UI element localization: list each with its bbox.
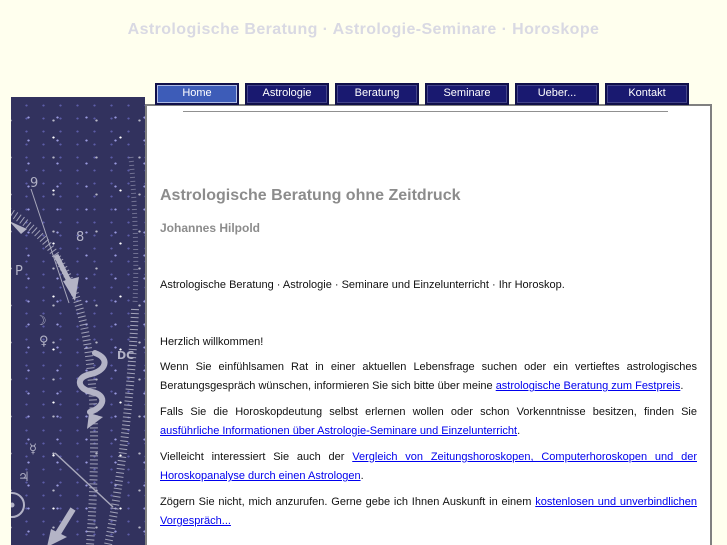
main-nav: [155, 83, 695, 105]
paragraph-beratung: [160, 358, 697, 396]
welcome-line: Herzlich willkommen!: [160, 336, 264, 348]
content-inner: [147, 187, 710, 531]
mercury-symbol-icon: ☿: [29, 442, 37, 457]
pluto-symbol-icon: P: [15, 264, 23, 279]
serpent-figure-icon: [80, 353, 105, 412]
bottom-arrow-shaft: [57, 509, 73, 535]
paragraph-vergleich: [160, 448, 697, 486]
chart-line-2: [55, 453, 113, 507]
jupiter-symbol-icon: ♃: [18, 470, 30, 485]
paragraph-text: Falls Sie die Horoskopdeutung selbst erlernen wollen oder schon Vorkenntnisse besitzen, finden Sie: [160, 406, 697, 418]
nav-tab-kontakt[interactable]: Kontakt: [605, 83, 689, 105]
chart-line-1: [31, 189, 69, 303]
sidebar-number-8: 8: [76, 230, 85, 245]
serpent-tail-icon: [87, 413, 103, 429]
descendant-label: DC: [117, 349, 135, 362]
content-box: [145, 104, 712, 545]
intro-line: Astrologische Beratung · Astrologie · Seminare und Einzelunterricht · Ihr Horoskop.: [160, 279, 565, 291]
starfield-sidebar-image: [11, 97, 145, 545]
top-divider: [183, 111, 668, 112]
link-seminare-info[interactable]: ausführliche Informationen über Astrologie-Seminare und Einzelunterricht: [160, 425, 518, 437]
page-heading: Astrologische Beratung ohne Zeitdruck: [160, 187, 461, 204]
link-horoskop-vergleich[interactable]: Vergleich von Zeitungshoroskopen, Computerhoroskopen und der Horoskopanalyse durch einen Astrologen: [160, 451, 697, 482]
tick-ring-right: [108, 309, 135, 545]
nav-tab-seminare[interactable]: Seminare: [425, 83, 509, 105]
paragraph-text: Vielleicht interessiert Sie auch der: [160, 451, 353, 463]
link-beratung-festpreis[interactable]: astrologische Beratung zum Festpreis: [495, 380, 681, 392]
paragraph-tail: .: [360, 470, 364, 482]
author-name: Johannes Hilpold: [160, 221, 261, 235]
tick-ring-top: [131, 157, 136, 303]
paragraph-tail: .: [517, 425, 521, 437]
paragraph-text: Zögern Sie nicht, mich anzurufen. Gerne gebe ich Ihnen Auskunft in einem: [160, 496, 536, 508]
venus-symbol-icon: ♀: [39, 334, 49, 349]
nav-tab-beratung[interactable]: Beratung: [335, 83, 419, 105]
nav-tab-home[interactable]: Home: [155, 83, 239, 105]
nav-tab-astrologie[interactable]: Astrologie: [245, 83, 329, 105]
sun-symbol-dot: [11, 503, 15, 508]
paragraph-tail: .: [680, 380, 684, 392]
site-title: Astrologische Beratung · Astrologie-Seminare · Horoskope: [127, 21, 600, 38]
moon-symbol-icon: ☽: [35, 314, 47, 329]
zodiac-chart-decoration: [11, 97, 145, 545]
nav-tab-ueber[interactable]: Ueber...: [515, 83, 599, 105]
sidebar-number-9: 9: [30, 176, 39, 191]
paragraph-vorgespraech: [160, 493, 697, 531]
paragraph-text: Wenn Sie einfühlsamen Rat in einer aktuellen Lebensfrage suchen oder ein vertieftes astrologisches Beratungsgespräch wünschen, informieren Sie sich bitte über meine: [160, 361, 697, 392]
paragraph-seminare: [160, 403, 697, 441]
link-vorgespraech[interactable]: kostenlosen und unverbindlichen Vorgespräch...: [160, 496, 697, 527]
